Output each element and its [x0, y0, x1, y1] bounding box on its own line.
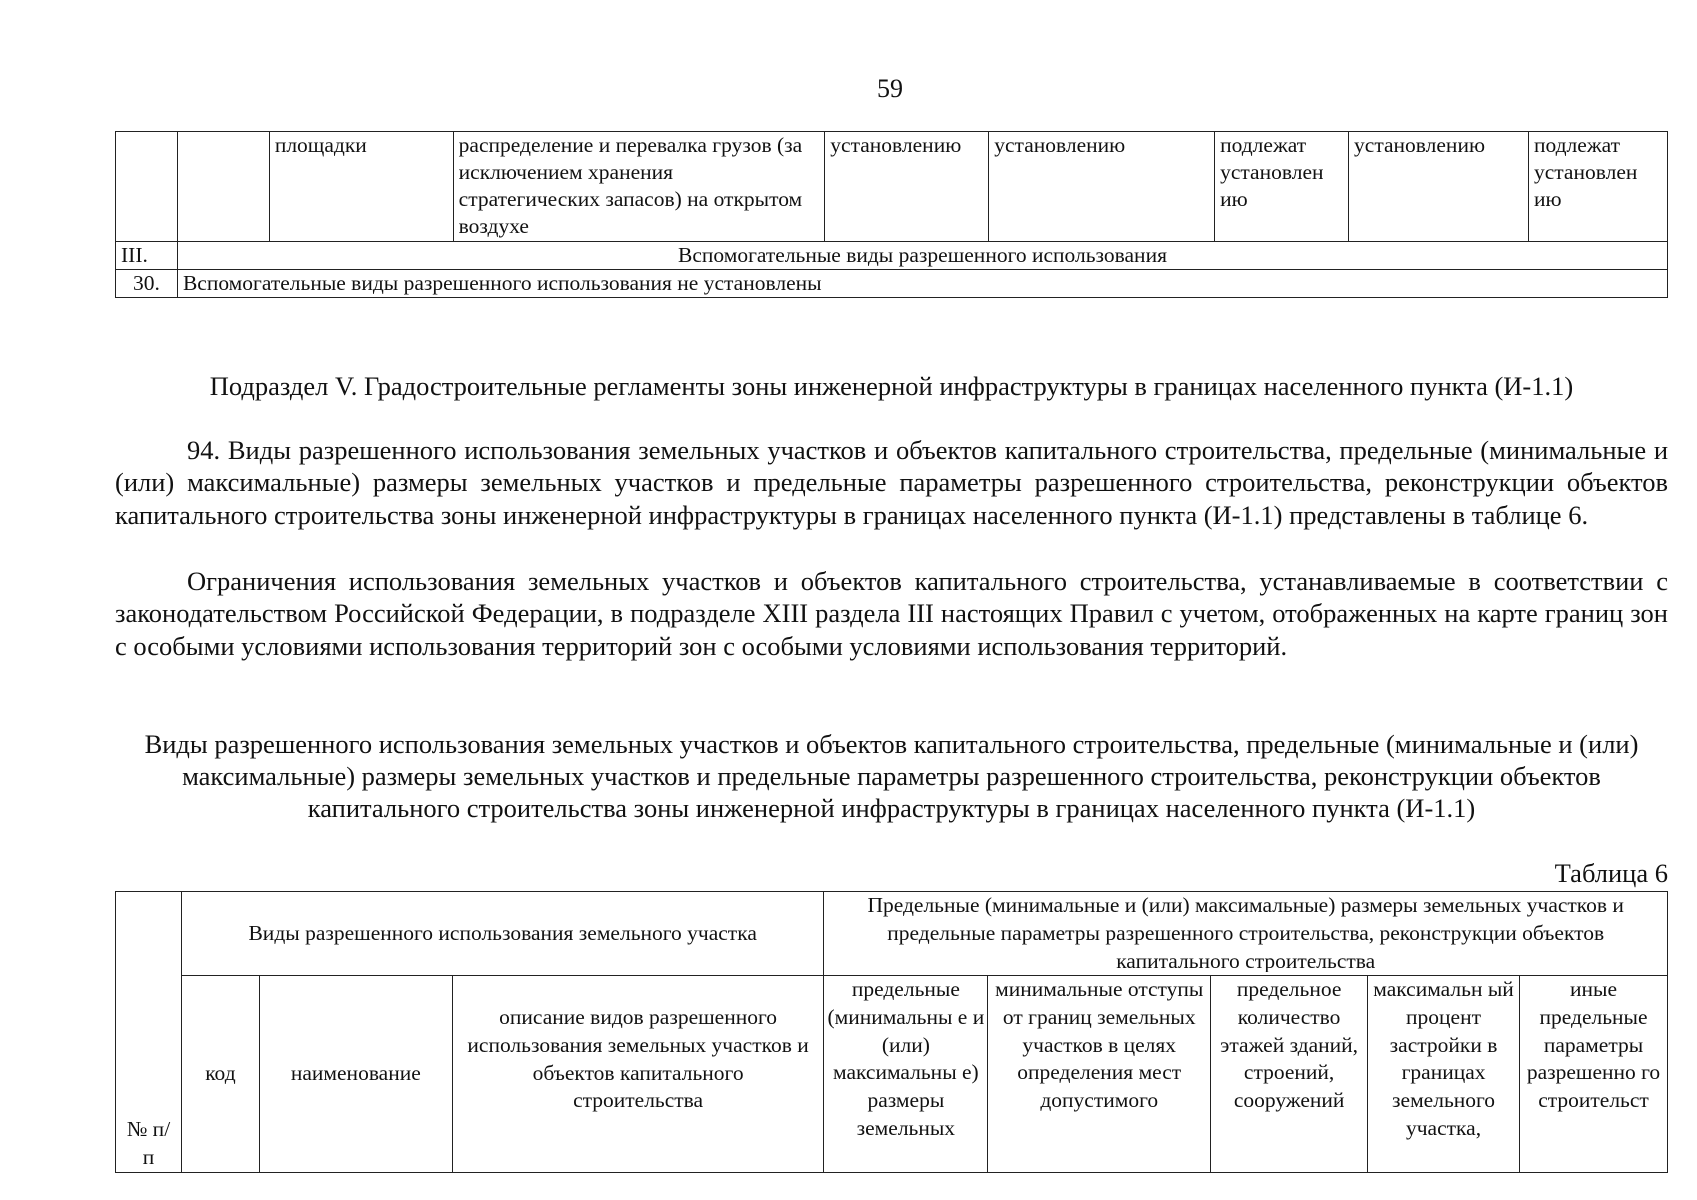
coverage-header-label: максимальн ый процент застройки в границах земельного участка, [1373, 977, 1514, 1140]
description-cell: распределение и перевалка грузов (за исключением хранения стратегических запасов) на открытом воздухе [453, 132, 825, 242]
sizes-header [824, 976, 988, 1173]
other-params-header [1520, 976, 1668, 1173]
code-header: код [181, 976, 259, 1173]
sizes-cell: установлению [825, 132, 989, 242]
setbacks-header-label: минимальные отступы от границ земельных участков в целях определения мест допустимого [995, 977, 1204, 1113]
table-row [116, 132, 1668, 242]
section-title-cell: Вспомогательные виды разрешенного использования [177, 242, 1667, 270]
name-cell: площадки [269, 132, 453, 242]
number-header-label: № п/п [126, 1117, 171, 1170]
group2-header [824, 892, 1668, 976]
other-params-cell: подлежат установлен ию [1528, 132, 1667, 242]
continued-table [115, 131, 1668, 298]
coverage-cell: установлению [1349, 132, 1529, 242]
section-number-cell: III. [116, 242, 178, 270]
page-number: 59 [877, 74, 903, 103]
table-title: Виды разрешенного использования земельных участков и объектов капитального строительства, предельные (минимальные и (или) максимальные) размеры земельных участков и предельные параметры разрешенного строительства, реконструкции объектов капитального строительства зоны инженерной инфраструктуры в границах населенного пункта (И-1.1) [144, 729, 1639, 823]
coverage-header [1368, 976, 1520, 1173]
table-6-header [115, 891, 1668, 1173]
sizes-header-label: предельные (минимальны е и (или) максимальны е) размеры земельных [827, 977, 985, 1140]
name-header: наименование [259, 976, 452, 1173]
floors-cell: подлежат установлен ию [1215, 132, 1349, 242]
table-caption: Таблица 6 [1554, 858, 1668, 888]
subsection-heading: Подраздел V. Градостроительные регламенты зоны инженерной инфраструктуры в границах населенного пункта (И-1.1) [209, 371, 1574, 401]
other-params-header-label: иные предельные параметры разрешенно го строительст [1526, 977, 1661, 1113]
description-header [452, 976, 824, 1173]
note-cell: Вспомогательные виды разрешенного использования не установлены [177, 270, 1667, 298]
code-cell [177, 132, 269, 242]
paragraph-94: 94. Виды разрешенного использования земельных участков и объектов капитального строительства, предельные (минимальные и (или) максимальные) размеры земельных участков и предельные параметры разрешенного строительства, реконструкции объектов капитального строительства зоны инженерной инфраструктуры в границах населенного пункта (И-1.1) представлены в таблице 6. [115, 435, 1668, 530]
table-row [116, 242, 1668, 270]
row-number-cell [116, 132, 178, 242]
number-header [116, 892, 182, 1173]
floors-header-label: предельное количество этажей зданий, строений, сооружений [1220, 977, 1359, 1113]
group2-header-label: Предельные (минимальные и (или) максимальные) размеры земельных участков и предельные параметры разрешенного строительства, реконструкции объектов капитального строительства [867, 893, 1624, 972]
description-header-label: описание видов разрешенного использования земельных участков и объектов капитального строительства [467, 1005, 809, 1113]
table-row [116, 892, 1668, 976]
table-row [116, 976, 1668, 1173]
setbacks-cell: установлению [989, 132, 1215, 242]
row-number-cell: 30. [116, 270, 178, 298]
setbacks-header [988, 976, 1211, 1173]
floors-header [1211, 976, 1368, 1173]
paragraph-restrictions: Ограничения использования земельных участков и объектов капитального строительства, устанавливаемые в соответствии с законодательством Российской Федерации, в подразделе XIII раздела III настоящих Правил с учетом, отображенных на карте границ зон с особыми условиями использования территорий зон с особыми условиями использования территорий. [115, 566, 1668, 661]
table-row [116, 270, 1668, 298]
group1-header: Виды разрешенного использования земельного участка [181, 892, 823, 976]
